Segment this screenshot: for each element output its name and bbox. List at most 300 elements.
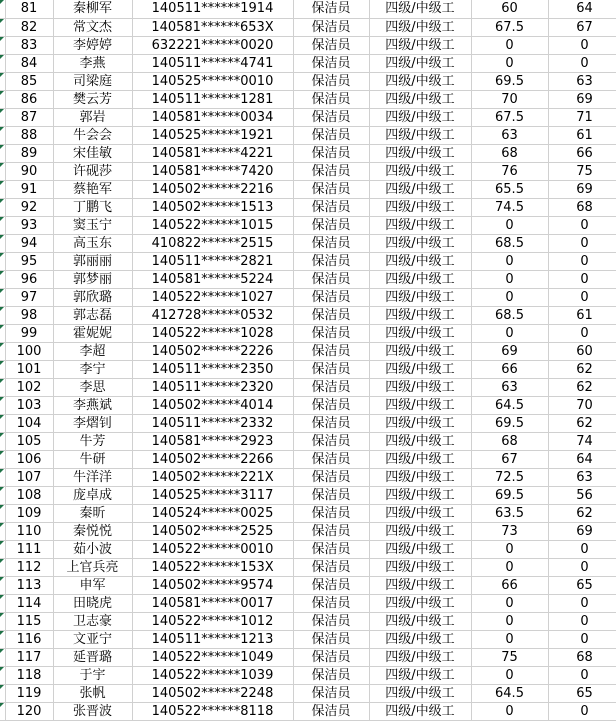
cell-row-number[interactable]: 91 (5, 180, 53, 198)
cell-score-2[interactable]: 67 (548, 18, 616, 36)
error-flag-cell[interactable] (0, 0, 5, 18)
cell-name[interactable]: 于宇 (53, 666, 132, 684)
cell-skill-level[interactable]: 四级/中级工 (369, 252, 471, 270)
cell-id-number[interactable]: 140581******653X (132, 18, 293, 36)
cell-name[interactable]: 郭欣璐 (53, 288, 132, 306)
error-flag-cell[interactable] (0, 378, 5, 396)
cell-name[interactable]: 郭梦丽 (53, 270, 132, 288)
cell-name[interactable]: 李燕 (53, 54, 132, 72)
cell-score-1[interactable]: 0 (471, 216, 548, 234)
cell-job-title[interactable]: 保洁员 (293, 504, 369, 522)
cell-score-1[interactable]: 63 (471, 126, 548, 144)
cell-id-number[interactable]: 632221******0020 (132, 36, 293, 54)
cell-job-title[interactable]: 保洁员 (293, 108, 369, 126)
cell-skill-level[interactable]: 四级/中级工 (369, 666, 471, 684)
cell-job-title[interactable]: 保洁员 (293, 468, 369, 486)
cell-score-1[interactable]: 0 (471, 324, 548, 342)
cell-job-title[interactable]: 保洁员 (293, 306, 369, 324)
cell-row-number[interactable]: 119 (5, 684, 53, 702)
error-flag-cell[interactable] (0, 666, 5, 684)
cell-skill-level[interactable]: 四级/中级工 (369, 72, 471, 90)
cell-id-number[interactable]: 140502******2216 (132, 180, 293, 198)
cell-skill-level[interactable]: 四级/中级工 (369, 0, 471, 18)
error-flag-cell[interactable] (0, 126, 5, 144)
cell-job-title[interactable]: 保洁员 (293, 612, 369, 630)
cell-job-title[interactable]: 保洁员 (293, 450, 369, 468)
error-flag-cell[interactable] (0, 108, 5, 126)
cell-row-number[interactable]: 110 (5, 522, 53, 540)
cell-name[interactable]: 郭志磊 (53, 306, 132, 324)
cell-skill-level[interactable]: 四级/中级工 (369, 270, 471, 288)
cell-id-number[interactable]: 412728******0532 (132, 306, 293, 324)
cell-score-2[interactable]: 64 (548, 0, 616, 18)
error-flag-cell[interactable] (0, 234, 5, 252)
cell-name[interactable]: 上官兵亮 (53, 558, 132, 576)
error-flag-cell[interactable] (0, 432, 5, 450)
cell-skill-level[interactable]: 四级/中级工 (369, 360, 471, 378)
cell-name[interactable]: 许砚莎 (53, 162, 132, 180)
cell-row-number[interactable]: 96 (5, 270, 53, 288)
cell-name[interactable]: 李燕斌 (53, 396, 132, 414)
error-flag-cell[interactable] (0, 144, 5, 162)
cell-skill-level[interactable]: 四级/中级工 (369, 630, 471, 648)
cell-name[interactable]: 秦昕 (53, 504, 132, 522)
error-flag-cell[interactable] (0, 702, 5, 720)
cell-score-1[interactable]: 0 (471, 594, 548, 612)
cell-row-number[interactable]: 109 (5, 504, 53, 522)
error-flag-cell[interactable] (0, 450, 5, 468)
cell-skill-level[interactable]: 四级/中级工 (369, 702, 471, 720)
cell-score-2[interactable]: 62 (548, 378, 616, 396)
cell-row-number[interactable]: 111 (5, 540, 53, 558)
cell-score-1[interactable]: 76 (471, 162, 548, 180)
cell-row-number[interactable]: 117 (5, 648, 53, 666)
cell-skill-level[interactable]: 四级/中级工 (369, 594, 471, 612)
cell-row-number[interactable]: 112 (5, 558, 53, 576)
cell-job-title[interactable]: 保洁员 (293, 432, 369, 450)
cell-score-1[interactable]: 74.5 (471, 198, 548, 216)
cell-score-1[interactable]: 72.5 (471, 468, 548, 486)
error-flag-cell[interactable] (0, 522, 5, 540)
cell-skill-level[interactable]: 四级/中级工 (369, 684, 471, 702)
cell-job-title[interactable]: 保洁员 (293, 558, 369, 576)
cell-skill-level[interactable]: 四级/中级工 (369, 144, 471, 162)
error-flag-cell[interactable] (0, 540, 5, 558)
cell-id-number[interactable]: 140525******1921 (132, 126, 293, 144)
cell-skill-level[interactable]: 四级/中级工 (369, 306, 471, 324)
cell-skill-level[interactable]: 四级/中级工 (369, 18, 471, 36)
cell-job-title[interactable]: 保洁员 (293, 234, 369, 252)
cell-score-1[interactable]: 68.5 (471, 234, 548, 252)
cell-skill-level[interactable]: 四级/中级工 (369, 504, 471, 522)
cell-score-2[interactable]: 70 (548, 396, 616, 414)
error-flag-cell[interactable] (0, 648, 5, 666)
cell-skill-level[interactable]: 四级/中级工 (369, 342, 471, 360)
cell-id-number[interactable]: 140522******1028 (132, 324, 293, 342)
cell-job-title[interactable]: 保洁员 (293, 0, 369, 18)
cell-row-number[interactable]: 98 (5, 306, 53, 324)
cell-score-1[interactable]: 69.5 (471, 486, 548, 504)
cell-score-2[interactable]: 61 (548, 126, 616, 144)
error-flag-cell[interactable] (0, 252, 5, 270)
cell-job-title[interactable]: 保洁员 (293, 576, 369, 594)
cell-row-number[interactable]: 99 (5, 324, 53, 342)
cell-skill-level[interactable]: 四级/中级工 (369, 576, 471, 594)
error-flag-cell[interactable] (0, 396, 5, 414)
cell-job-title[interactable]: 保洁员 (293, 540, 369, 558)
cell-id-number[interactable]: 140502******2266 (132, 450, 293, 468)
cell-row-number[interactable]: 120 (5, 702, 53, 720)
cell-skill-level[interactable]: 四级/中级工 (369, 126, 471, 144)
cell-score-2[interactable]: 0 (548, 252, 616, 270)
cell-skill-level[interactable]: 四级/中级工 (369, 198, 471, 216)
cell-name[interactable]: 李超 (53, 342, 132, 360)
cell-id-number[interactable]: 410822******2515 (132, 234, 293, 252)
cell-score-1[interactable]: 69.5 (471, 72, 548, 90)
cell-name[interactable]: 秦柳军 (53, 0, 132, 18)
cell-score-2[interactable]: 0 (548, 702, 616, 720)
cell-name[interactable]: 茹小波 (53, 540, 132, 558)
cell-score-2[interactable]: 0 (548, 540, 616, 558)
cell-job-title[interactable]: 保洁员 (293, 594, 369, 612)
cell-job-title[interactable]: 保洁员 (293, 216, 369, 234)
cell-id-number[interactable]: 140502******4014 (132, 396, 293, 414)
cell-score-1[interactable]: 66 (471, 576, 548, 594)
cell-score-2[interactable]: 62 (548, 360, 616, 378)
cell-name[interactable]: 窦玉宁 (53, 216, 132, 234)
cell-row-number[interactable]: 105 (5, 432, 53, 450)
cell-score-1[interactable]: 68 (471, 432, 548, 450)
cell-skill-level[interactable]: 四级/中级工 (369, 216, 471, 234)
cell-score-2[interactable]: 60 (548, 342, 616, 360)
cell-skill-level[interactable]: 四级/中级工 (369, 288, 471, 306)
cell-score-1[interactable]: 0 (471, 612, 548, 630)
cell-id-number[interactable]: 140581******4221 (132, 144, 293, 162)
cell-score-2[interactable]: 68 (548, 648, 616, 666)
cell-score-1[interactable]: 60 (471, 0, 548, 18)
cell-job-title[interactable]: 保洁员 (293, 72, 369, 90)
cell-id-number[interactable]: 140581******5224 (132, 270, 293, 288)
cell-score-1[interactable]: 0 (471, 702, 548, 720)
cell-score-1[interactable]: 67 (471, 450, 548, 468)
cell-row-number[interactable]: 94 (5, 234, 53, 252)
cell-skill-level[interactable]: 四级/中级工 (369, 648, 471, 666)
cell-row-number[interactable]: 107 (5, 468, 53, 486)
cell-score-2[interactable]: 56 (548, 486, 616, 504)
cell-row-number[interactable]: 97 (5, 288, 53, 306)
cell-name[interactable]: 李婷婷 (53, 36, 132, 54)
cell-id-number[interactable]: 140511******2320 (132, 378, 293, 396)
cell-skill-level[interactable]: 四级/中级工 (369, 450, 471, 468)
cell-name[interactable]: 李宁 (53, 360, 132, 378)
cell-name[interactable]: 文亚宁 (53, 630, 132, 648)
cell-score-1[interactable]: 69 (471, 342, 548, 360)
cell-id-number[interactable]: 140511******2821 (132, 252, 293, 270)
cell-job-title[interactable]: 保洁员 (293, 360, 369, 378)
cell-id-number[interactable]: 140502******221X (132, 468, 293, 486)
cell-score-1[interactable]: 73 (471, 522, 548, 540)
cell-job-title[interactable]: 保洁员 (293, 486, 369, 504)
cell-score-2[interactable]: 0 (548, 630, 616, 648)
cell-job-title[interactable]: 保洁员 (293, 666, 369, 684)
cell-skill-level[interactable]: 四级/中级工 (369, 378, 471, 396)
cell-score-2[interactable]: 0 (548, 234, 616, 252)
cell-score-1[interactable]: 70 (471, 90, 548, 108)
cell-skill-level[interactable]: 四级/中级工 (369, 234, 471, 252)
cell-skill-level[interactable]: 四级/中级工 (369, 486, 471, 504)
cell-skill-level[interactable]: 四级/中级工 (369, 522, 471, 540)
cell-id-number[interactable]: 140502******2525 (132, 522, 293, 540)
cell-score-1[interactable]: 0 (471, 252, 548, 270)
error-flag-cell[interactable] (0, 576, 5, 594)
cell-id-number[interactable]: 140502******1513 (132, 198, 293, 216)
cell-name[interactable]: 牛芳 (53, 432, 132, 450)
error-flag-cell[interactable] (0, 180, 5, 198)
cell-score-2[interactable]: 64 (548, 450, 616, 468)
cell-score-2[interactable]: 62 (548, 414, 616, 432)
error-flag-cell[interactable] (0, 54, 5, 72)
cell-score-1[interactable]: 69.5 (471, 414, 548, 432)
cell-row-number[interactable]: 95 (5, 252, 53, 270)
cell-row-number[interactable]: 89 (5, 144, 53, 162)
error-flag-cell[interactable] (0, 36, 5, 54)
error-flag-cell[interactable] (0, 360, 5, 378)
cell-row-number[interactable]: 93 (5, 216, 53, 234)
cell-row-number[interactable]: 116 (5, 630, 53, 648)
cell-name[interactable]: 宋佳敏 (53, 144, 132, 162)
cell-skill-level[interactable]: 四级/中级工 (369, 162, 471, 180)
error-flag-cell[interactable] (0, 216, 5, 234)
cell-name[interactable]: 张晋波 (53, 702, 132, 720)
cell-score-1[interactable]: 64.5 (471, 396, 548, 414)
cell-id-number[interactable]: 140581******7420 (132, 162, 293, 180)
cell-score-1[interactable]: 67.5 (471, 18, 548, 36)
cell-skill-level[interactable]: 四级/中级工 (369, 612, 471, 630)
cell-job-title[interactable]: 保洁员 (293, 288, 369, 306)
cell-row-number[interactable]: 82 (5, 18, 53, 36)
cell-score-2[interactable]: 0 (548, 216, 616, 234)
cell-id-number[interactable]: 140522******1027 (132, 288, 293, 306)
cell-name[interactable]: 常文杰 (53, 18, 132, 36)
error-flag-cell[interactable] (0, 18, 5, 36)
cell-name[interactable]: 郭岩 (53, 108, 132, 126)
cell-row-number[interactable]: 92 (5, 198, 53, 216)
cell-row-number[interactable]: 88 (5, 126, 53, 144)
error-flag-cell[interactable] (0, 486, 5, 504)
cell-row-number[interactable]: 108 (5, 486, 53, 504)
error-flag-cell[interactable] (0, 72, 5, 90)
cell-score-1[interactable]: 66 (471, 360, 548, 378)
cell-id-number[interactable]: 140522******153X (132, 558, 293, 576)
cell-id-number[interactable]: 140522******8118 (132, 702, 293, 720)
error-flag-cell[interactable] (0, 270, 5, 288)
cell-row-number[interactable]: 84 (5, 54, 53, 72)
cell-job-title[interactable]: 保洁员 (293, 180, 369, 198)
cell-id-number[interactable]: 140524******0025 (132, 504, 293, 522)
cell-row-number[interactable]: 81 (5, 0, 53, 18)
cell-score-2[interactable]: 69 (548, 522, 616, 540)
cell-score-2[interactable]: 63 (548, 72, 616, 90)
cell-score-1[interactable]: 0 (471, 540, 548, 558)
cell-name[interactable]: 田晓虎 (53, 594, 132, 612)
cell-job-title[interactable]: 保洁员 (293, 630, 369, 648)
cell-skill-level[interactable]: 四级/中级工 (369, 54, 471, 72)
cell-row-number[interactable]: 83 (5, 36, 53, 54)
cell-name[interactable]: 郭丽丽 (53, 252, 132, 270)
cell-id-number[interactable]: 140581******2923 (132, 432, 293, 450)
cell-score-2[interactable]: 75 (548, 162, 616, 180)
cell-skill-level[interactable]: 四级/中级工 (369, 468, 471, 486)
cell-score-1[interactable]: 0 (471, 36, 548, 54)
cell-id-number[interactable]: 140511******2332 (132, 414, 293, 432)
cell-skill-level[interactable]: 四级/中级工 (369, 108, 471, 126)
cell-score-1[interactable]: 0 (471, 288, 548, 306)
cell-name[interactable]: 张帆 (53, 684, 132, 702)
cell-name[interactable]: 樊云芳 (53, 90, 132, 108)
error-flag-cell[interactable] (0, 558, 5, 576)
error-flag-cell[interactable] (0, 288, 5, 306)
cell-score-2[interactable]: 0 (548, 36, 616, 54)
cell-id-number[interactable]: 140581******0017 (132, 594, 293, 612)
cell-name[interactable]: 卫志豪 (53, 612, 132, 630)
cell-job-title[interactable]: 保洁员 (293, 648, 369, 666)
cell-skill-level[interactable]: 四级/中级工 (369, 414, 471, 432)
cell-row-number[interactable]: 118 (5, 666, 53, 684)
cell-skill-level[interactable]: 四级/中级工 (369, 558, 471, 576)
cell-score-2[interactable]: 66 (548, 144, 616, 162)
cell-row-number[interactable]: 113 (5, 576, 53, 594)
cell-score-1[interactable]: 65.5 (471, 180, 548, 198)
cell-score-1[interactable]: 0 (471, 54, 548, 72)
cell-name[interactable]: 秦悦悦 (53, 522, 132, 540)
cell-score-1[interactable]: 64.5 (471, 684, 548, 702)
cell-score-2[interactable]: 69 (548, 90, 616, 108)
cell-id-number[interactable]: 140522******1049 (132, 648, 293, 666)
cell-skill-level[interactable]: 四级/中级工 (369, 432, 471, 450)
cell-row-number[interactable]: 102 (5, 378, 53, 396)
cell-id-number[interactable]: 140511******4741 (132, 54, 293, 72)
cell-job-title[interactable]: 保洁员 (293, 702, 369, 720)
cell-score-2[interactable]: 69 (548, 180, 616, 198)
cell-name[interactable]: 高玉东 (53, 234, 132, 252)
cell-row-number[interactable]: 101 (5, 360, 53, 378)
cell-score-2[interactable]: 65 (548, 576, 616, 594)
cell-name[interactable]: 霍妮妮 (53, 324, 132, 342)
cell-job-title[interactable]: 保洁员 (293, 414, 369, 432)
cell-score-1[interactable]: 67.5 (471, 108, 548, 126)
cell-score-2[interactable]: 0 (548, 612, 616, 630)
cell-score-1[interactable]: 63.5 (471, 504, 548, 522)
cell-score-2[interactable]: 0 (548, 324, 616, 342)
cell-job-title[interactable]: 保洁员 (293, 90, 369, 108)
cell-row-number[interactable]: 115 (5, 612, 53, 630)
cell-score-1[interactable]: 68 (471, 144, 548, 162)
cell-row-number[interactable]: 106 (5, 450, 53, 468)
cell-name[interactable]: 申军 (53, 576, 132, 594)
cell-score-1[interactable]: 75 (471, 648, 548, 666)
cell-score-1[interactable]: 0 (471, 558, 548, 576)
cell-id-number[interactable]: 140511******1213 (132, 630, 293, 648)
cell-score-2[interactable]: 0 (548, 558, 616, 576)
cell-score-1[interactable]: 63 (471, 378, 548, 396)
error-flag-cell[interactable] (0, 198, 5, 216)
cell-id-number[interactable]: 140502******2226 (132, 342, 293, 360)
cell-job-title[interactable]: 保洁员 (293, 522, 369, 540)
cell-score-2[interactable]: 68 (548, 198, 616, 216)
cell-name[interactable]: 李熠钊 (53, 414, 132, 432)
error-flag-cell[interactable] (0, 612, 5, 630)
cell-score-2[interactable]: 63 (548, 468, 616, 486)
cell-score-2[interactable]: 0 (548, 54, 616, 72)
cell-row-number[interactable]: 104 (5, 414, 53, 432)
cell-score-1[interactable]: 0 (471, 666, 548, 684)
cell-job-title[interactable]: 保洁员 (293, 18, 369, 36)
cell-job-title[interactable]: 保洁员 (293, 36, 369, 54)
cell-row-number[interactable]: 103 (5, 396, 53, 414)
cell-score-2[interactable]: 71 (548, 108, 616, 126)
error-flag-cell[interactable] (0, 630, 5, 648)
cell-row-number[interactable]: 100 (5, 342, 53, 360)
cell-job-title[interactable]: 保洁员 (293, 252, 369, 270)
cell-id-number[interactable]: 140511******2350 (132, 360, 293, 378)
error-flag-cell[interactable] (0, 504, 5, 522)
cell-id-number[interactable]: 140581******0034 (132, 108, 293, 126)
cell-score-1[interactable]: 0 (471, 270, 548, 288)
cell-job-title[interactable]: 保洁员 (293, 396, 369, 414)
cell-job-title[interactable]: 保洁员 (293, 378, 369, 396)
error-flag-cell[interactable] (0, 90, 5, 108)
cell-name[interactable]: 丁鹏飞 (53, 198, 132, 216)
cell-job-title[interactable]: 保洁员 (293, 54, 369, 72)
cell-score-2[interactable]: 0 (548, 666, 616, 684)
cell-score-2[interactable]: 61 (548, 306, 616, 324)
error-flag-cell[interactable] (0, 162, 5, 180)
error-flag-cell[interactable] (0, 468, 5, 486)
cell-score-2[interactable]: 65 (548, 684, 616, 702)
cell-skill-level[interactable]: 四级/中级工 (369, 396, 471, 414)
cell-name[interactable]: 延晋璐 (53, 648, 132, 666)
cell-id-number[interactable]: 140502******2248 (132, 684, 293, 702)
cell-row-number[interactable]: 87 (5, 108, 53, 126)
cell-job-title[interactable]: 保洁员 (293, 144, 369, 162)
cell-id-number[interactable]: 140525******0010 (132, 72, 293, 90)
cell-job-title[interactable]: 保洁员 (293, 270, 369, 288)
cell-row-number[interactable]: 90 (5, 162, 53, 180)
cell-skill-level[interactable]: 四级/中级工 (369, 90, 471, 108)
error-flag-cell[interactable] (0, 594, 5, 612)
cell-score-2[interactable]: 0 (548, 594, 616, 612)
cell-name[interactable]: 李思 (53, 378, 132, 396)
cell-id-number[interactable]: 140511******1914 (132, 0, 293, 18)
cell-id-number[interactable]: 140522******1012 (132, 612, 293, 630)
cell-row-number[interactable]: 114 (5, 594, 53, 612)
cell-job-title[interactable]: 保洁员 (293, 126, 369, 144)
error-flag-cell[interactable] (0, 684, 5, 702)
error-flag-cell[interactable] (0, 306, 5, 324)
cell-skill-level[interactable]: 四级/中级工 (369, 540, 471, 558)
cell-score-2[interactable]: 74 (548, 432, 616, 450)
cell-name[interactable]: 蔡艳军 (53, 180, 132, 198)
cell-skill-level[interactable]: 四级/中级工 (369, 324, 471, 342)
error-flag-cell[interactable] (0, 324, 5, 342)
cell-id-number[interactable]: 140511******1281 (132, 90, 293, 108)
cell-name[interactable]: 司梁庭 (53, 72, 132, 90)
cell-score-2[interactable]: 62 (548, 504, 616, 522)
cell-score-1[interactable]: 68.5 (471, 306, 548, 324)
cell-name[interactable]: 牛研 (53, 450, 132, 468)
error-flag-cell[interactable] (0, 342, 5, 360)
cell-score-2[interactable]: 0 (548, 288, 616, 306)
